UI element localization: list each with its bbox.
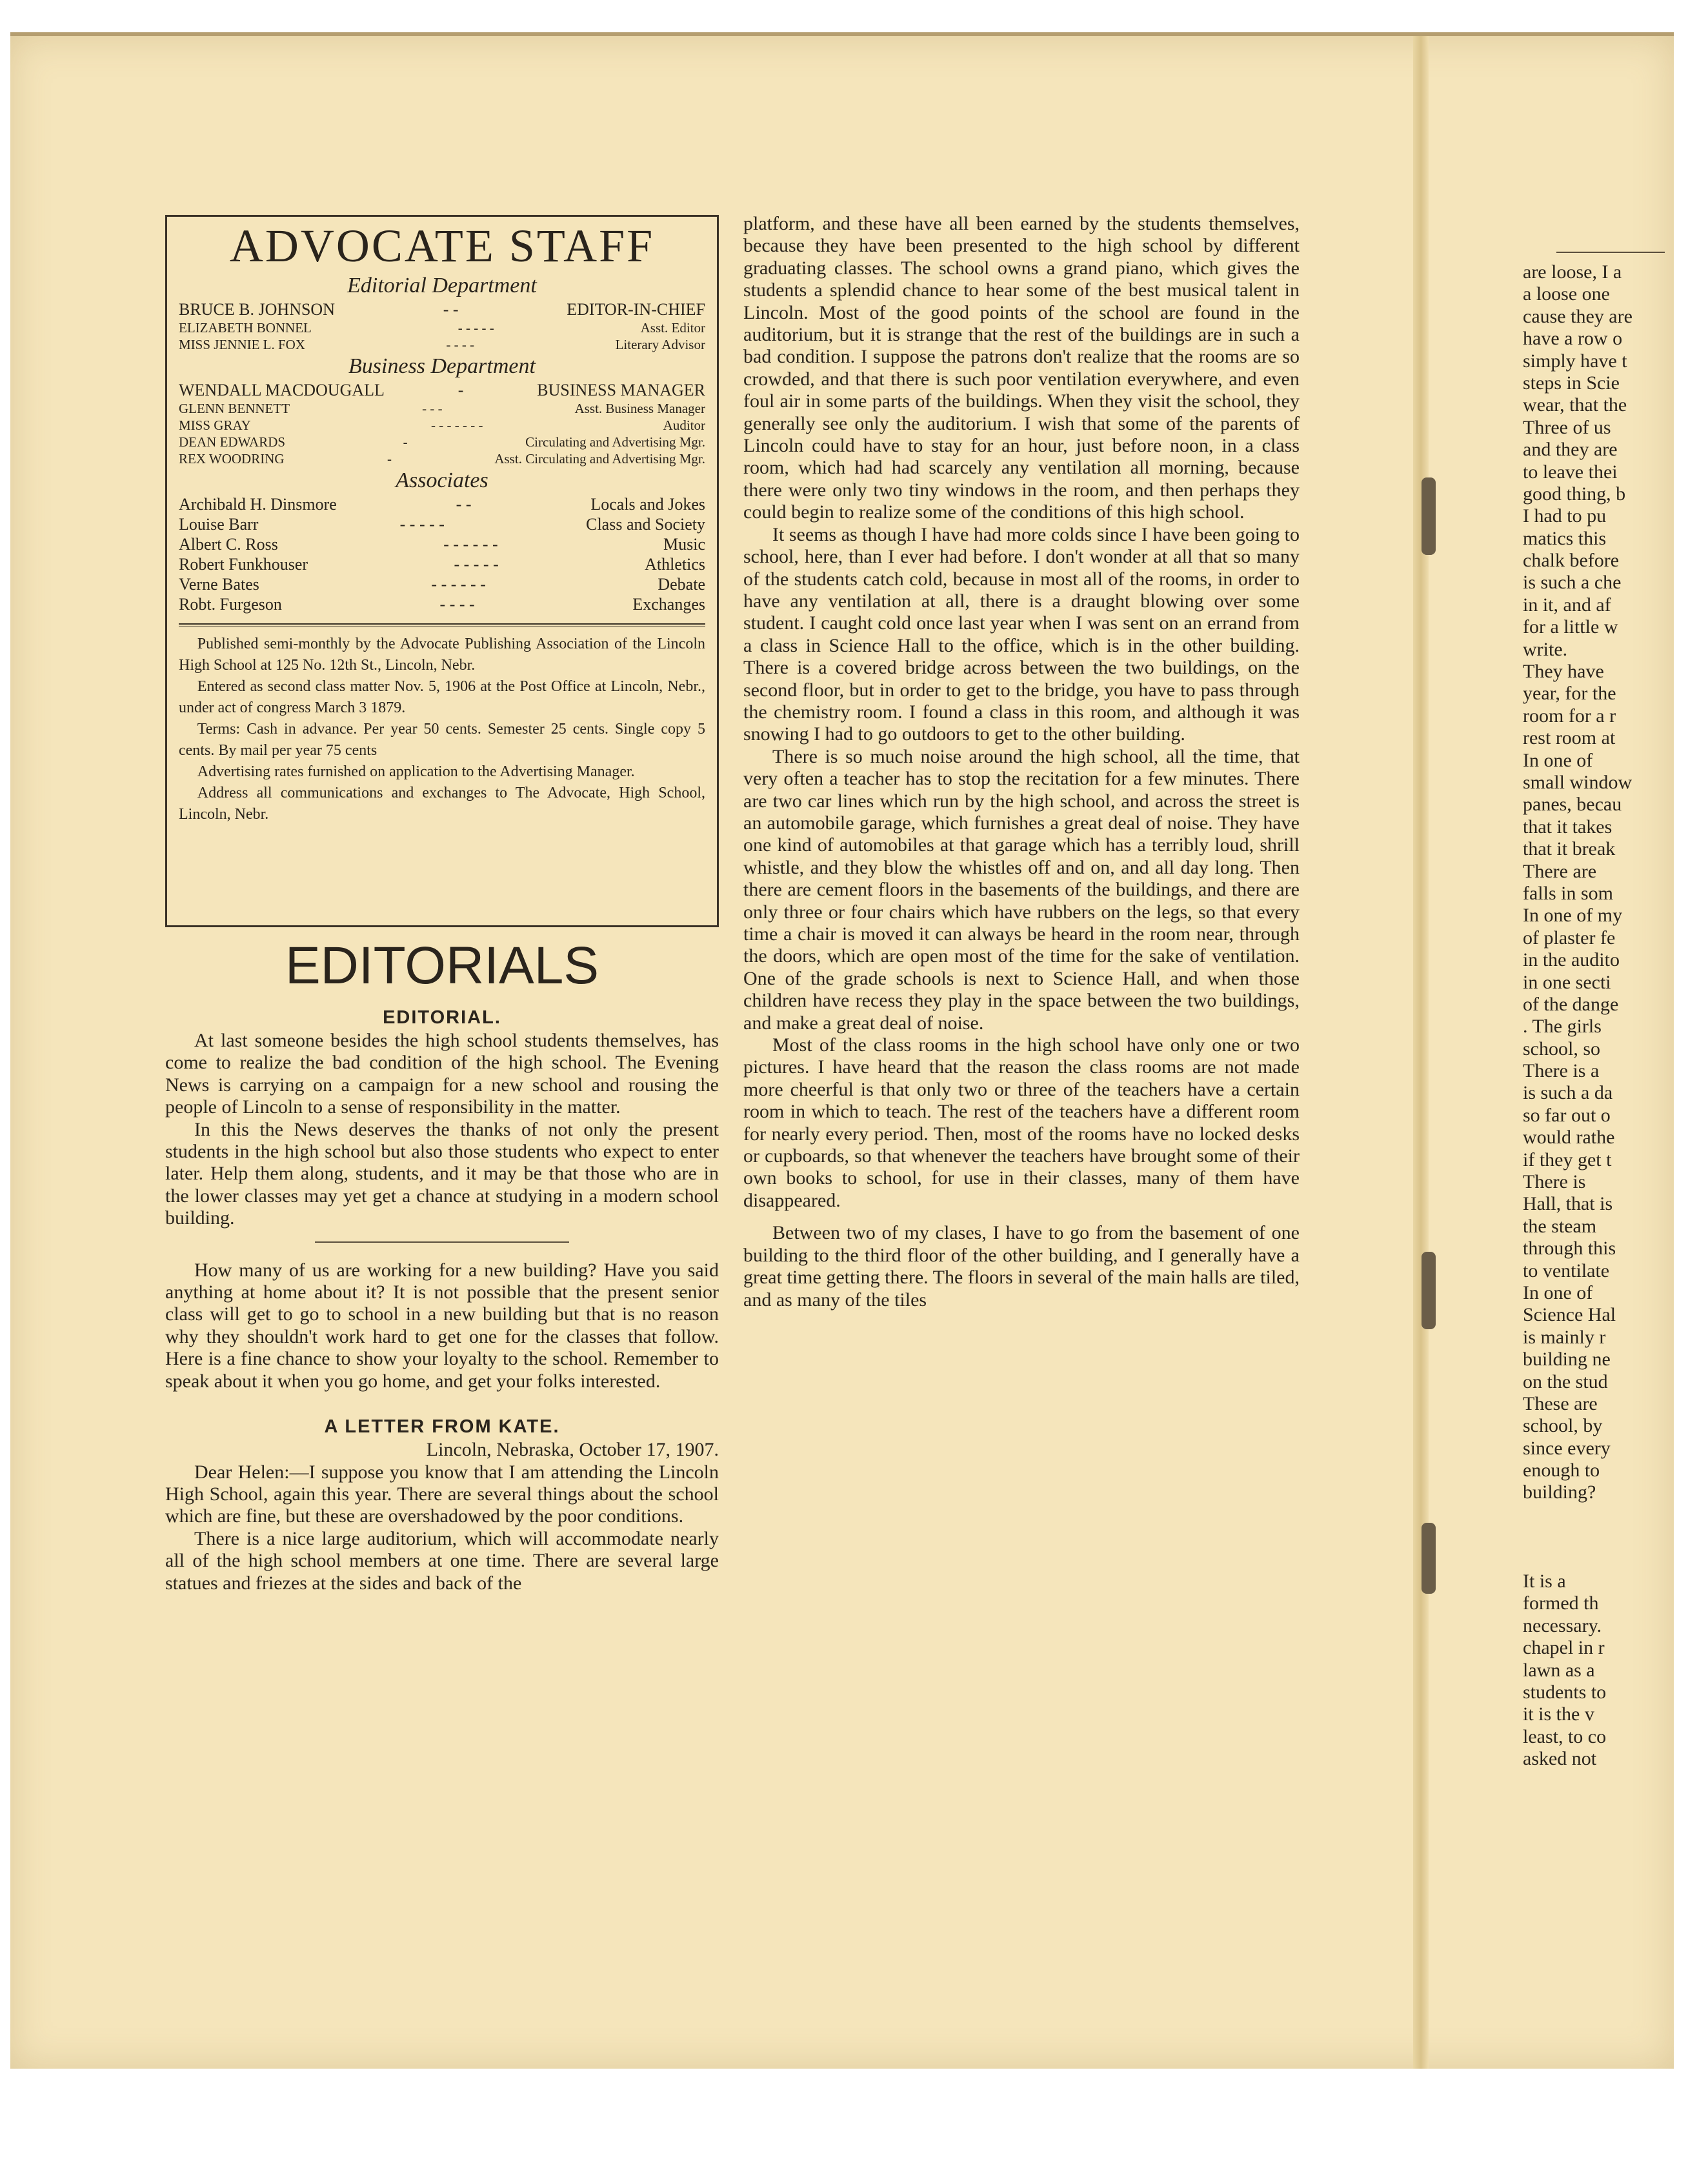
text-line: In one of bbox=[1523, 749, 1593, 771]
staff-row: BRUCE B. JOHNSON - - EDITOR-IN-CHIEF bbox=[179, 300, 705, 319]
text-line: of plaster fe bbox=[1523, 927, 1616, 949]
text-line: formed th bbox=[1523, 1592, 1599, 1614]
staff-row: ELIZABETH BONNEL - - - - - Asst. Editor bbox=[179, 320, 705, 336]
text-line: is such a che bbox=[1523, 572, 1622, 594]
staff-row: Robert Funkhouser - - - - - Athletics bbox=[179, 555, 705, 574]
text-line: There are bbox=[1523, 860, 1597, 882]
divider bbox=[315, 1241, 570, 1243]
text-line: a loose one bbox=[1523, 283, 1610, 305]
text-line: that it break bbox=[1523, 838, 1616, 860]
staff-row: REX WOODRING - Asst. Circulating and Advertising Mgr. bbox=[179, 451, 705, 467]
letter-dateline: Lincoln, Nebraska, October 17, 1907. bbox=[426, 1439, 719, 1461]
text-line: lawn as a bbox=[1523, 1659, 1595, 1681]
text-line: Three of us bbox=[1523, 416, 1611, 438]
text-line: would rathe bbox=[1523, 1127, 1615, 1149]
text-line: In one of my bbox=[1523, 905, 1623, 927]
staff-row: Louise Barr - - - - - Class and Society bbox=[179, 515, 705, 534]
paragraph: It seems as though I have had more colds since I have been going to school, here, than I ever had before. I don't wonder at all that so many of the students catch cold, because in most all of the rooms, in order to have any ventilation at all, there is a draught blowing over some student. I caught cold once last year when I was sent on an errand from a class in Science Hall to the office, which is in the other building. There is a covered bridge across between the two buildings, on the second floor, but in order to get to the bridge, you have to pass through the chemistry room. I found a class in this room, and although it was snowing I had to go outdoors to get to the other building. bbox=[743, 523, 1300, 745]
text-line: Hall, that is bbox=[1523, 1193, 1613, 1215]
text-line: year, for the bbox=[1523, 683, 1616, 705]
text-line: It is a bbox=[1523, 1571, 1566, 1592]
text-line: I had to pu bbox=[1523, 505, 1607, 527]
divider bbox=[1556, 252, 1665, 253]
staff-row: MISS GRAY - - - - - - - Auditor bbox=[179, 417, 705, 433]
text-line: There is bbox=[1523, 1171, 1586, 1193]
text-line: for a little w bbox=[1523, 616, 1618, 638]
paragraph: Dear Helen:—I suppose you know that I am attending the Lincoln High School, again this year. There are several things about the school which are fine, but these are overshadowed by the poor conditions. bbox=[165, 1461, 719, 1527]
text-line: Science Hal bbox=[1523, 1304, 1616, 1326]
text-line: asked not bbox=[1523, 1748, 1597, 1770]
text-line bbox=[1523, 1549, 1665, 1571]
text-line: enough to bbox=[1523, 1460, 1600, 1481]
text-line: building? bbox=[1523, 1481, 1596, 1503]
right-column-fragment bbox=[1523, 261, 1665, 1810]
text-line: have a row o bbox=[1523, 328, 1623, 350]
editorials-title: EDITORIALS bbox=[285, 936, 599, 995]
text-line: matics this bbox=[1523, 527, 1607, 549]
staff-row: Verne Bates - - - - - - Debate bbox=[179, 575, 705, 594]
text-line: the steam bbox=[1523, 1215, 1597, 1237]
text-line: panes, becau bbox=[1523, 794, 1622, 816]
text-line: it is the v bbox=[1523, 1703, 1594, 1725]
staff-title: ADVOCATE STAFF bbox=[229, 220, 655, 272]
text-line: students to bbox=[1523, 1682, 1607, 1703]
publication-info: Published semi-monthly by the Advocate Publishing Association of the Lincoln High School at 125 No. 12th St., Lincoln, Nebr. Entered as second class matter Nov. 5, 1906 at the Post Office at Lincoln, Nebr., under act of congress March 3 1879. Terms: Cash in advance. Per year 50 cents. Semester 25 cents. Single copy 5 cents. By mail per year 75 cents Advertising rates furnished on application to the Advertising Manager. Address all communications and exchanges to The Advocate, High School, Lincoln, Nebr. bbox=[179, 636, 705, 823]
text-line: necessary. bbox=[1523, 1614, 1602, 1636]
text-line: is such a da bbox=[1523, 1082, 1613, 1104]
text-line: room for a r bbox=[1523, 705, 1616, 727]
paragraph: Between two of my clases, I have to go from the basement of one building to the third floor of the other building, and I generally have a great time getting there. The floors in several of the main halls are tiled, and as many of the tiles bbox=[743, 1222, 1300, 1310]
paragraph: In this the News deserves the thanks of not only the present students in the high school but also those students who expect to enter later. Help them along, students, and it may be that those who are in the lower classes may yet get a chance at studying in a modern school building. bbox=[165, 1118, 719, 1229]
text-line: simply have t bbox=[1523, 350, 1627, 372]
binding-staple bbox=[1422, 1252, 1436, 1329]
text-line: of the dange bbox=[1523, 993, 1619, 1015]
text-line: They have bbox=[1523, 661, 1604, 683]
text-line: in the audito bbox=[1523, 949, 1620, 971]
text-line: These are bbox=[1523, 1392, 1598, 1414]
text-line: In one of bbox=[1523, 1281, 1593, 1303]
paragraph: There is so much noise around the high school, all the time, that very often a teacher has to stop the recitation for a few minutes. There are two car lines which run by the high school, and across the street is an automobile garage, which furnishes a great deal of noise. They have one kind of automobiles at that garage which has a terribly loud, shrill whistle, and they blow the whistles off and on, and all day long. Then there are cement floors in the basements of the buildings, and there are only three or four chairs which have rubbers on the legs, so that every time a chair is moved it can always be heard in the room near, through the doors, which are open most of the time for the sake of ventilation. One of the grade schools is next to Science Hall, and when those children have recess they play in the space between the two buildings, and make a great deal of noise. bbox=[743, 745, 1300, 1034]
text-line: steps in Scie bbox=[1523, 372, 1620, 394]
staff-row: Albert C. Ross - - - - - - Music bbox=[179, 535, 705, 554]
text-line: to ventilate bbox=[1523, 1260, 1610, 1281]
staff-box bbox=[165, 215, 719, 927]
text-line: rest room at bbox=[1523, 727, 1616, 749]
text-line: that it takes bbox=[1523, 816, 1613, 838]
text-line: . The girls bbox=[1523, 1016, 1602, 1038]
editorial-department-heading: Editorial Department bbox=[347, 274, 537, 297]
text-line: small window bbox=[1523, 771, 1633, 793]
text-line: if they get t bbox=[1523, 1149, 1612, 1170]
paragraph: Most of the class rooms in the high school have only one or two pictures. I have heard that the reason the class rooms are not made more cheerful is that only two or three of the teachers have a certain room in which to teach. The rest of the teachers have a different room for nearly every period. Then, most of the rooms have no locked desks or cupboards, so that whenever the teachers have brought some of their own books to school, for use in their classes, many of them have disappeared. bbox=[743, 1034, 1300, 1211]
text-line: school, so bbox=[1523, 1038, 1600, 1059]
left-column bbox=[165, 1005, 719, 1594]
text-line: through this bbox=[1523, 1238, 1616, 1260]
text-line: in one secti bbox=[1523, 971, 1611, 993]
text-line: in it, and af bbox=[1523, 594, 1611, 616]
staff-row: GLENN BENNETT - - - Asst. Business Manager bbox=[179, 401, 705, 416]
paragraph: How many of us are working for a new building? Have you said anything at home about it? It is not possible that the present senior class will get to go to school in a new building but that is no reason why they shouldn't work hard to get one for the classes that follow. Here is a fine chance to show your loyalty to the school. Remember to speak about it when you go home, and get your folks interested. bbox=[165, 1259, 719, 1392]
editorial-heading: EDITORIAL. bbox=[383, 1007, 501, 1028]
text-line: good thing, b bbox=[1523, 483, 1626, 505]
paragraph: At last someone besides the high school students themselves, has come to realize the bad condition of the high school. The Evening News is carrying on a campaign for a new school and rousing the people of Lincoln to a sense of responsibility in the matter. bbox=[165, 1030, 719, 1118]
text-line: to leave thei bbox=[1523, 461, 1618, 483]
associates-heading: Associates bbox=[396, 468, 488, 492]
text-line: cause they are bbox=[1523, 305, 1633, 327]
binding-staple bbox=[1422, 1523, 1436, 1594]
divider bbox=[179, 623, 705, 625]
middle-column bbox=[743, 213, 1300, 1311]
text-line: chapel in r bbox=[1523, 1637, 1605, 1659]
text-line bbox=[1523, 1526, 1665, 1548]
staff-row: Robt. Furgeson - - - - Exchanges bbox=[179, 595, 705, 614]
staff-row: MISS JENNIE L. FOX - - - - Literary Advisor bbox=[179, 337, 705, 352]
text-line: since every bbox=[1523, 1437, 1611, 1459]
paragraph: There is a nice large auditorium, which will accommodate nearly all of the high school members at one time. There are several large statues and friezes at the sides and back of the bbox=[165, 1527, 719, 1594]
text-line: are loose, I a bbox=[1523, 261, 1622, 283]
text-line: school, by bbox=[1523, 1415, 1603, 1437]
text-line: write. bbox=[1523, 638, 1568, 660]
business-department-heading: Business Department bbox=[348, 354, 536, 378]
text-line: There is a bbox=[1523, 1060, 1600, 1082]
text-line: on the stud bbox=[1523, 1371, 1608, 1392]
text-line bbox=[1523, 1504, 1665, 1526]
staff-row: Archibald H. Dinsmore - - Locals and Jokes bbox=[179, 495, 705, 514]
text-line: falls in som bbox=[1523, 882, 1613, 904]
text-line: building ne bbox=[1523, 1349, 1611, 1371]
paragraph: platform, and these have all been earned by the students themselves, because they have been presented to the high school by different graduating classes. The school owns a grand piano, which gives the students a splendid chance to hear some of the best musical talent in Lincoln. Most of the good points of the school are found in the auditorium, but it is strange that the rest of the buildings are in such a bad condition. I suppose the patrons don't realize that the rooms are so crowded, and that there is such poor ventilation everywhere, and even foul air in some parts of the buildings. When they visit the school, they generally see only the auditorium. I wish that some of the parents of Lincoln could have to stay for an hour, just before noon, in a class room, which had had scarcely any ventilation all morning, because there were only two tiny windows in the room, and then perhaps they could begin to realize some of the conditions of this high school. bbox=[743, 213, 1300, 523]
letter-heading: A LETTER FROM KATE. bbox=[324, 1416, 560, 1438]
page-fold bbox=[1413, 36, 1429, 2069]
text-line: is mainly r bbox=[1523, 1326, 1606, 1348]
text-line: chalk before bbox=[1523, 550, 1620, 572]
text-line: so far out o bbox=[1523, 1104, 1611, 1126]
binding-staple bbox=[1422, 477, 1436, 555]
text-line: wear, that the bbox=[1523, 394, 1627, 416]
staff-row: DEAN EDWARDS - Circulating and Advertising Mgr. bbox=[179, 434, 705, 450]
text-line: least, to co bbox=[1523, 1725, 1607, 1747]
staff-row: WENDALL MACDOUGALL - BUSINESS MANAGER bbox=[179, 381, 705, 399]
text-line: and they are bbox=[1523, 439, 1618, 461]
